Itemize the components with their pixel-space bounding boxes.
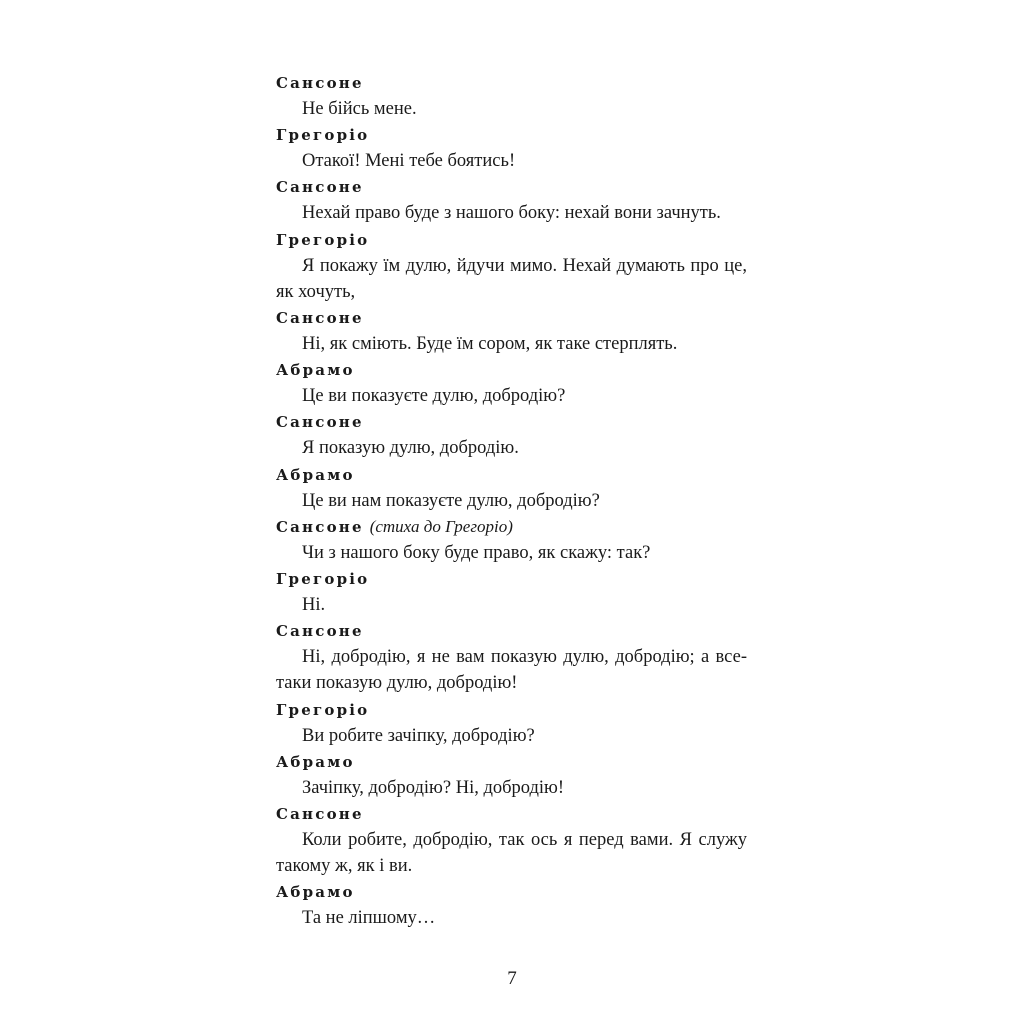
dialogue-line: Отакої! Мені тебе боятись! xyxy=(302,151,516,172)
speaker-name: Грегоріо xyxy=(276,700,370,719)
dialogue-line: Нехай право буде з нашого боку: нехай вони зачнуть. xyxy=(302,203,721,224)
speaker-line xyxy=(276,514,747,540)
speaker-name: Грегоріо xyxy=(276,570,370,589)
dialogue-entry xyxy=(276,618,747,696)
speaker-name: Сансоне xyxy=(276,517,364,536)
stage-direction: (стиха до Грегоріо) xyxy=(369,516,513,536)
dialogue-entry xyxy=(276,697,747,749)
speaker-name: Сансоне xyxy=(276,622,364,641)
dialogue-entry xyxy=(276,749,747,801)
dialogue-entry xyxy=(276,70,747,122)
dialogue-line: Це ви показуєте дулю, добродію? xyxy=(302,386,566,407)
page-number: 7 xyxy=(507,968,517,989)
speaker-name: Грегоріо xyxy=(276,230,370,249)
speaker-name: Сансоне xyxy=(276,178,364,197)
speaker-name: Грегоріо xyxy=(276,126,370,145)
speaker-name: Абрамо xyxy=(276,883,355,902)
dialogue-line: Я показую дулю, добродію. xyxy=(302,438,519,459)
dialogue-line: Чи з нашого боку буде право, як скажу: так? xyxy=(302,542,651,563)
dialogue-line: Коли робите, добродію, так ось я перед вами. Я служу такому ж, як і ви. xyxy=(276,830,747,877)
dialogue-entry xyxy=(276,514,747,566)
dialogue-line: Зачіпку, добродію? Ні, добродію! xyxy=(302,777,565,798)
dialogue-entry xyxy=(276,227,747,305)
speaker-name: Сансоне xyxy=(276,805,364,824)
dialogue-entry xyxy=(276,305,747,357)
speaker-name: Абрамо xyxy=(276,361,355,380)
speaker-name: Абрамо xyxy=(276,465,355,484)
speaker-name: Абрамо xyxy=(276,752,355,771)
dialogue-entry xyxy=(276,462,747,514)
dialogue-line: Не бійсь мене. xyxy=(302,99,417,119)
dialogue-entry xyxy=(276,879,747,931)
dialogue-entry xyxy=(276,122,747,174)
dialogue-line: Я покажу їм дулю, йдучи мимо. Нехай думають про це, як хочуть, xyxy=(276,255,747,302)
dialogue-line: Ні, як сміють. Буде їм сором, як таке стерплять. xyxy=(302,334,678,355)
dialogue-entry xyxy=(276,357,747,409)
dialogue-line: Ви робите зачіпку, добродію? xyxy=(302,725,535,746)
dialogue-entry xyxy=(276,409,747,461)
dialogue-line: Ні, добродію, я не вам показую дулю, добродію; а все-таки показую дулю, добродію! xyxy=(276,647,747,694)
dialogue-entry xyxy=(276,801,747,879)
dialogue-line: Ні. xyxy=(302,595,326,616)
dialogue-line: Та не ліпшому… xyxy=(302,908,436,929)
dialogue-line: Це ви нам показуєте дулю, добродію? xyxy=(302,490,600,511)
dialogue-entry xyxy=(276,174,747,226)
speaker-name: Сансоне xyxy=(276,413,364,432)
speaker-name: Сансоне xyxy=(276,74,364,92)
dialogue-entry xyxy=(276,566,747,618)
speaker-name: Сансоне xyxy=(276,309,364,328)
play-text-column xyxy=(276,70,747,932)
